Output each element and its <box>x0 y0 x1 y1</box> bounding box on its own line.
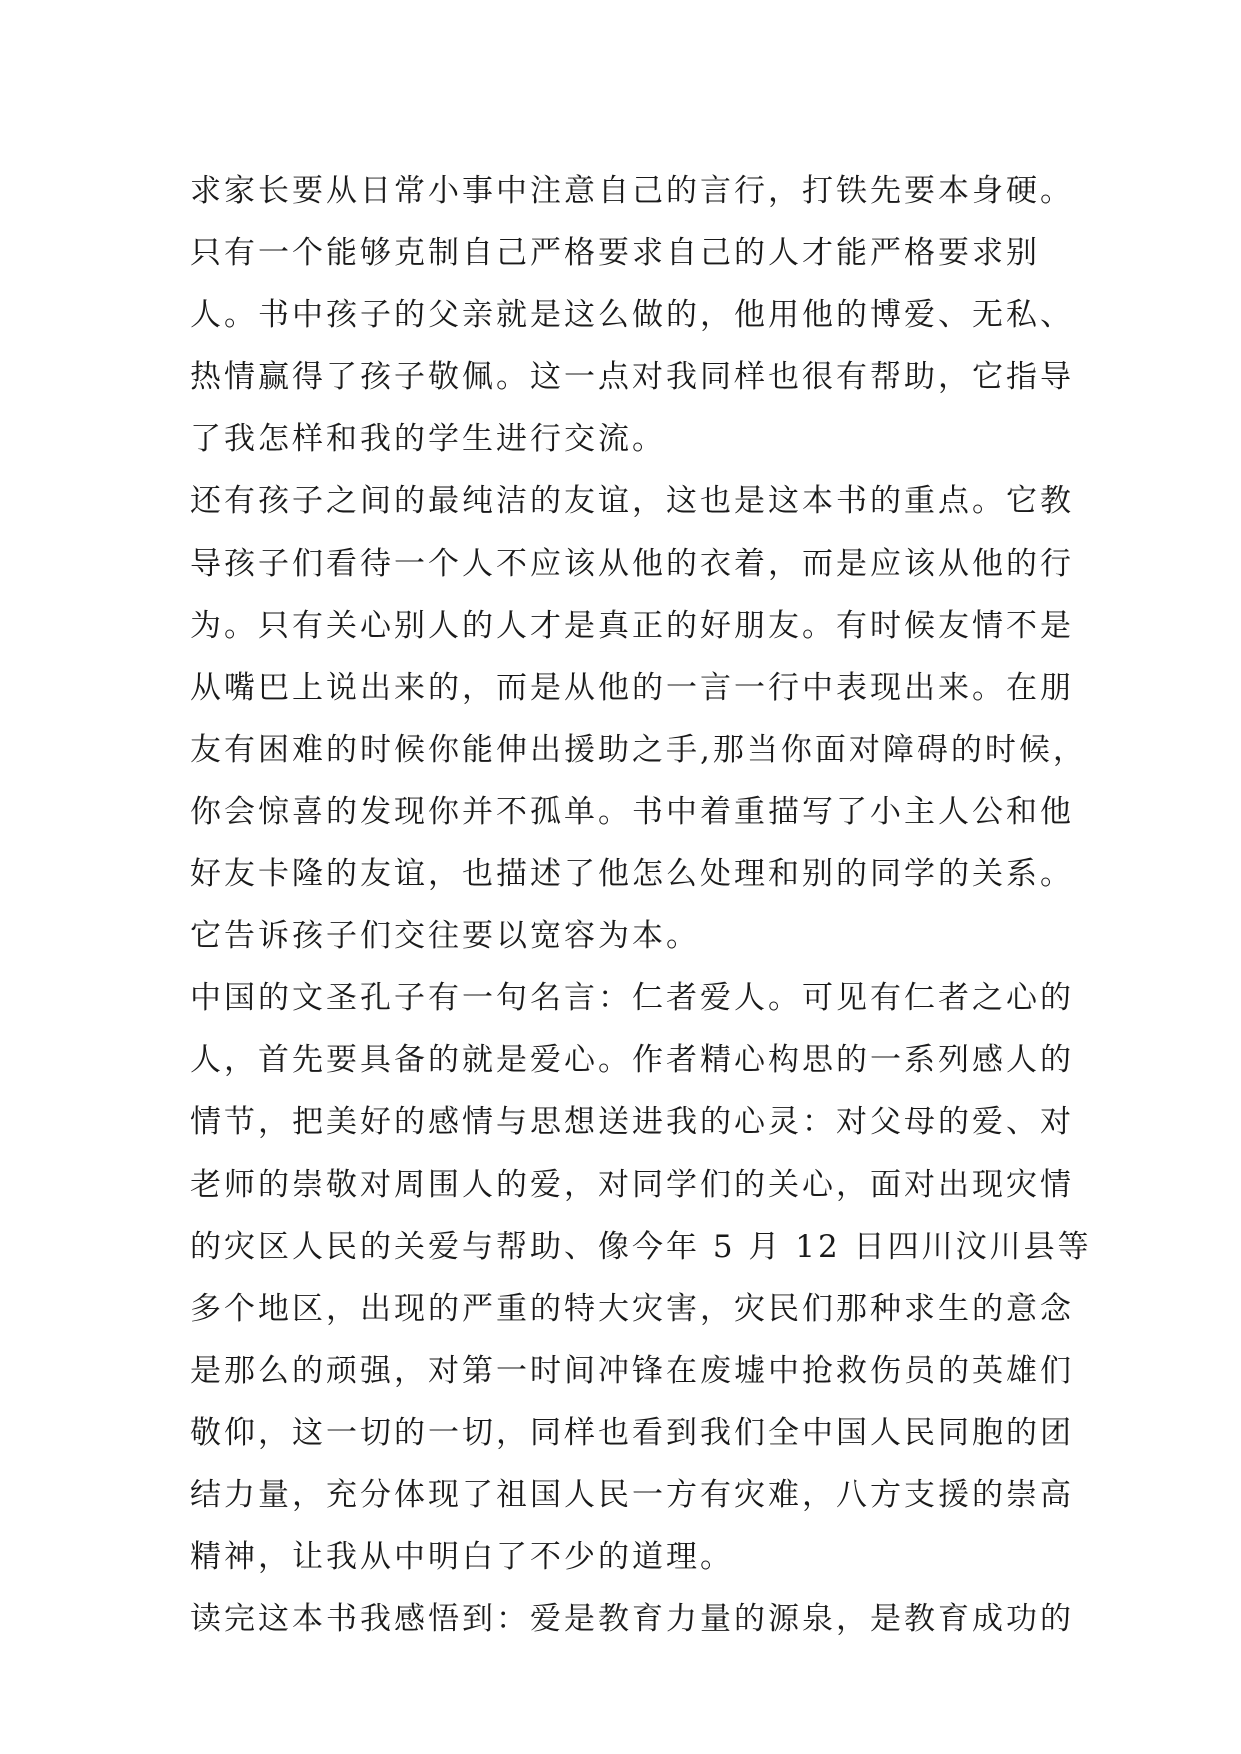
text-line: 还有孩子之间的最纯洁的友谊，这也是这本书的重点。它教 <box>190 483 1074 520</box>
text-line: 多个地区，出现的严重的特大灾害，灾民们那种求生的意念 <box>190 1290 1074 1327</box>
text-line: 导孩子们看待一个人不应该从他的衣着，而是应该从他的行 <box>190 545 1074 582</box>
text-line: 好友卡隆的友谊，也描述了他怎么处理和别的同学的关系。 <box>190 856 1074 893</box>
text-line: 它告诉孩子们交往要以宽容为本。 <box>190 918 700 955</box>
text-line: 人。书中孩子的父亲就是这么做的，他用他的博爱、无私、 <box>190 297 1074 334</box>
text-line: 敬仰，这一切的一切，同样也看到我们全中国人民同胞的团 <box>190 1414 1074 1451</box>
text-line: 情节，把美好的感情与思想送进我的心灵：对父母的爱、对 <box>190 1104 1074 1141</box>
text-line: 了我怎样和我的学生进行交流。 <box>190 421 666 458</box>
text-line: 结力量，充分体现了祖国人民一方有灾难，八方支援的崇高 <box>190 1476 1074 1513</box>
text-line: 从嘴巴上说出来的，而是从他的一言一行中表现出来。在朋 <box>190 669 1074 706</box>
text-line: 人，首先要具备的就是爱心。作者精心构思的一系列感人的 <box>190 1042 1074 1079</box>
text-line: 老师的崇敬对周围人的爱，对同学们的关心，面对出现灾情 <box>190 1166 1074 1203</box>
text-line: 为。只有关心别人的人才是真正的好朋友。有时候友情不是 <box>190 607 1074 644</box>
text-line: 热情赢得了孩子敬佩。这一点对我同样也很有帮助，它指导 <box>190 359 1074 396</box>
body-text <box>190 160 1092 1650</box>
text-line: 是那么的顽强，对第一时间冲锋在废墟中抢救伤员的英雄们 <box>190 1352 1074 1389</box>
text-line: 精神，让我从中明白了不少的道理。 <box>190 1539 734 1576</box>
text-line: 读完这本书我感悟到：爱是教育力量的源泉，是教育成功的 <box>190 1601 1074 1638</box>
text-line: 中国的文圣孔子有一句名言：仁者爱人。可见有仁者之心的 <box>190 980 1074 1017</box>
text-line: 友有困难的时候你能伸出援助之手,那当你面对障碍的时候， <box>190 731 1087 768</box>
text-line: 你会惊喜的发现你并不孤单。书中着重描写了小主人公和他 <box>190 793 1074 830</box>
text-line: 的灾区人民的关爱与帮助、像今年 5 月 12 日四川汶川县等 <box>190 1228 1092 1265</box>
text-line: 只有一个能够克制自己严格要求自己的人才能严格要求别 <box>190 235 1040 272</box>
text-line: 求家长要从日常小事中注意自己的言行，打铁先要本身硬。 <box>190 173 1074 209</box>
